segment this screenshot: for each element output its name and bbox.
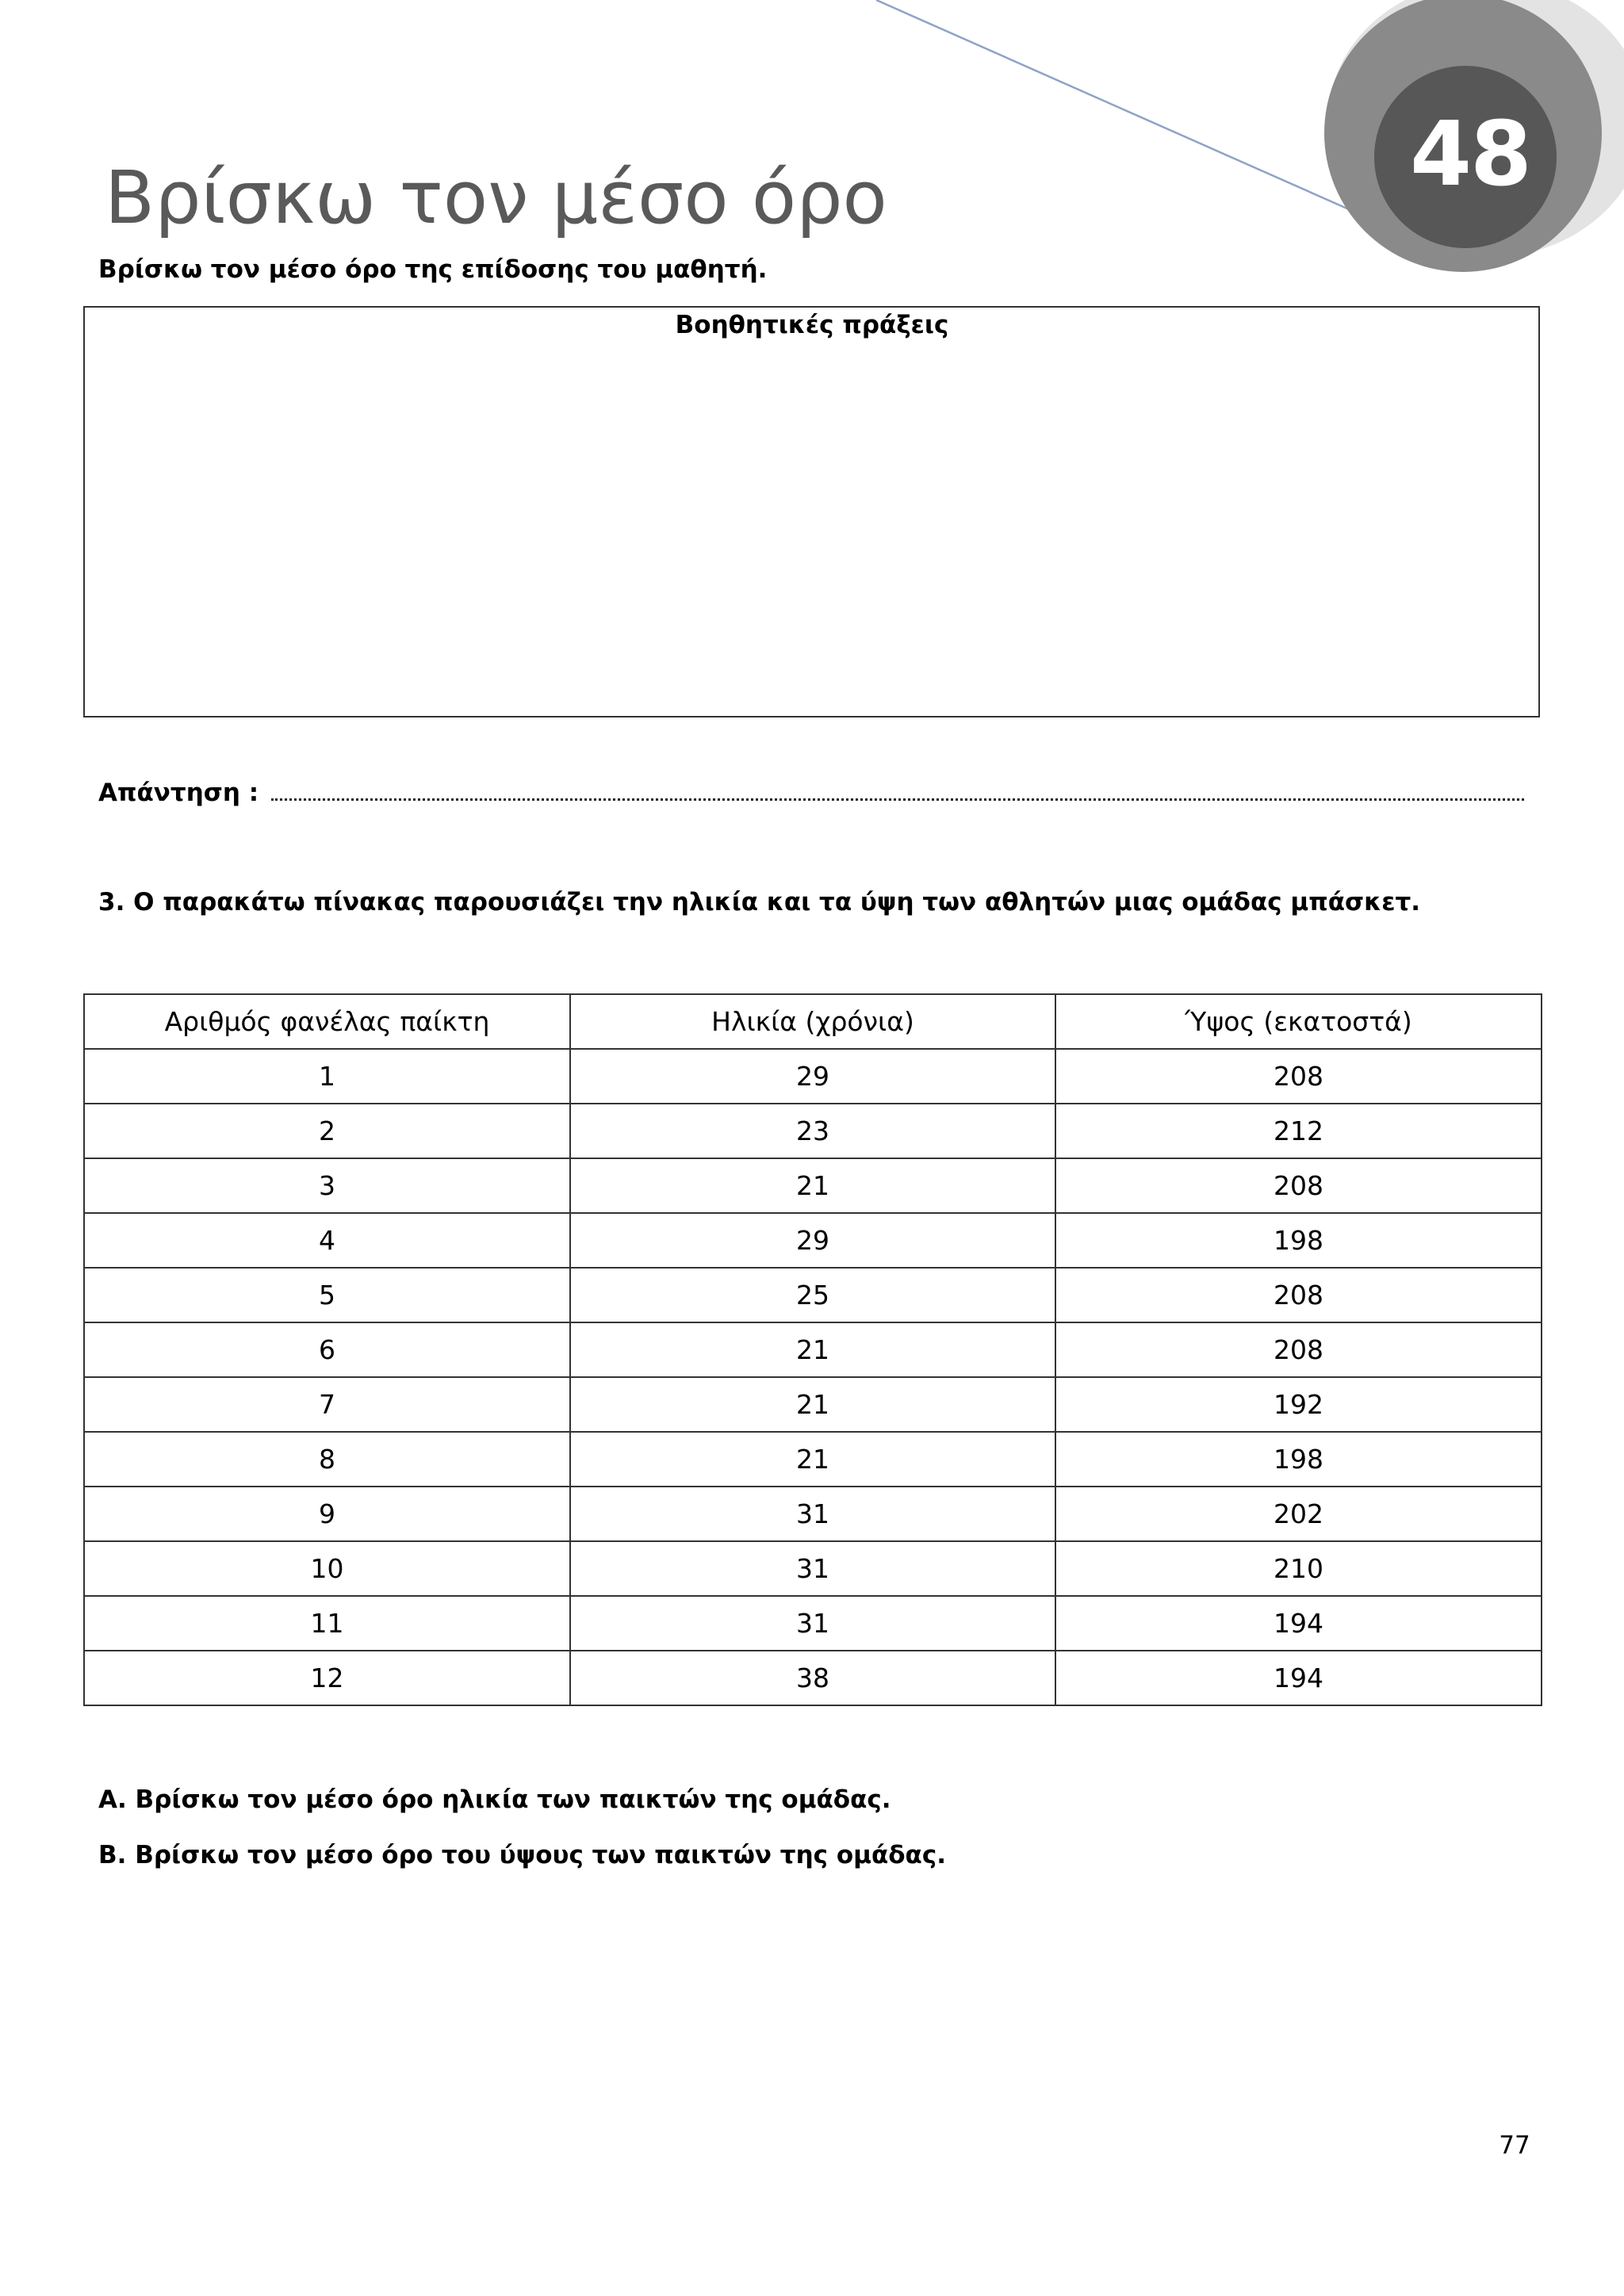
work-box-title: Βοηθητικές πράξεις bbox=[675, 311, 949, 339]
cell-height: 202 bbox=[1055, 1487, 1542, 1541]
table-row bbox=[84, 1104, 1542, 1158]
work-box bbox=[83, 306, 1540, 718]
table-row bbox=[84, 1487, 1542, 1541]
header-age: Ηλικία (χρόνια) bbox=[570, 994, 1055, 1049]
question-a: Α. Βρίσκω τον μέσο όρο ηλικία των παικτών της ομάδας. bbox=[98, 1785, 891, 1814]
cell-height: 208 bbox=[1055, 1268, 1542, 1322]
cell-height: 198 bbox=[1055, 1213, 1542, 1268]
cell-jersey-number: 11 bbox=[84, 1596, 570, 1651]
cell-height: 194 bbox=[1055, 1651, 1542, 1705]
cell-jersey-number: 4 bbox=[84, 1213, 570, 1268]
cell-age: 38 bbox=[570, 1651, 1055, 1705]
table-row bbox=[84, 1432, 1542, 1487]
table-header-row bbox=[84, 994, 1542, 1049]
cell-age: 21 bbox=[570, 1158, 1055, 1213]
answer-line bbox=[98, 777, 1524, 809]
cell-height: 208 bbox=[1055, 1049, 1542, 1104]
cell-age: 31 bbox=[570, 1596, 1055, 1651]
lesson-number-badge: 48 bbox=[1410, 103, 1530, 206]
cell-age: 21 bbox=[570, 1322, 1055, 1377]
cell-jersey-number: 5 bbox=[84, 1268, 570, 1322]
cell-jersey-number: 1 bbox=[84, 1049, 570, 1104]
question-b: Β. Βρίσκω τον μέσο όρο του ύψους των παικτών της ομάδας. bbox=[98, 1841, 946, 1869]
cell-jersey-number: 8 bbox=[84, 1432, 570, 1487]
players-table bbox=[83, 993, 1542, 1706]
table-row bbox=[84, 1377, 1542, 1432]
cell-age: 29 bbox=[570, 1213, 1055, 1268]
cell-jersey-number: 2 bbox=[84, 1104, 570, 1158]
cell-height: 192 bbox=[1055, 1377, 1542, 1432]
table-row bbox=[84, 1322, 1542, 1377]
cell-height: 212 bbox=[1055, 1104, 1542, 1158]
cell-jersey-number: 12 bbox=[84, 1651, 570, 1705]
cell-age: 25 bbox=[570, 1268, 1055, 1322]
question-3-prompt: 3. Ο παρακάτω πίνακας παρουσιάζει την ηλικία και τα ύψη των αθλητών μιας ομάδας μπάσκετ. bbox=[98, 888, 1421, 916]
cell-height: 210 bbox=[1055, 1541, 1542, 1596]
table-row bbox=[84, 1268, 1542, 1322]
table-row bbox=[84, 1158, 1542, 1213]
cell-jersey-number: 9 bbox=[84, 1487, 570, 1541]
cell-age: 23 bbox=[570, 1104, 1055, 1158]
table-body bbox=[84, 1049, 1542, 1705]
cell-height: 208 bbox=[1055, 1322, 1542, 1377]
table-row bbox=[84, 1541, 1542, 1596]
cell-age: 29 bbox=[570, 1049, 1055, 1104]
page-number: 77 bbox=[1499, 2131, 1530, 2160]
cell-jersey-number: 7 bbox=[84, 1377, 570, 1432]
table-row bbox=[84, 1651, 1542, 1705]
cell-jersey-number: 10 bbox=[84, 1541, 570, 1596]
cell-age: 31 bbox=[570, 1541, 1055, 1596]
answer-label: Απάντηση : bbox=[98, 779, 259, 807]
cell-age: 21 bbox=[570, 1432, 1055, 1487]
table-row bbox=[84, 1213, 1542, 1268]
cell-age: 31 bbox=[570, 1487, 1055, 1541]
page-title: Βρίσκω τον μέσο όρο bbox=[105, 155, 887, 240]
cell-height: 194 bbox=[1055, 1596, 1542, 1651]
instruction-text: Βρίσκω τον μέσο όρο της επίδοσης του μαθητή. bbox=[98, 255, 768, 284]
answer-dotted-field[interactable] bbox=[271, 778, 1524, 801]
cell-jersey-number: 6 bbox=[84, 1322, 570, 1377]
cell-height: 198 bbox=[1055, 1432, 1542, 1487]
cell-height: 208 bbox=[1055, 1158, 1542, 1213]
cell-age: 21 bbox=[570, 1377, 1055, 1432]
header-jersey-number: Αριθμός φανέλας παίκτη bbox=[84, 994, 570, 1049]
table-row bbox=[84, 1596, 1542, 1651]
header-height: Ύψος (εκατοστά) bbox=[1055, 994, 1542, 1049]
cell-jersey-number: 3 bbox=[84, 1158, 570, 1213]
table-row bbox=[84, 1049, 1542, 1104]
